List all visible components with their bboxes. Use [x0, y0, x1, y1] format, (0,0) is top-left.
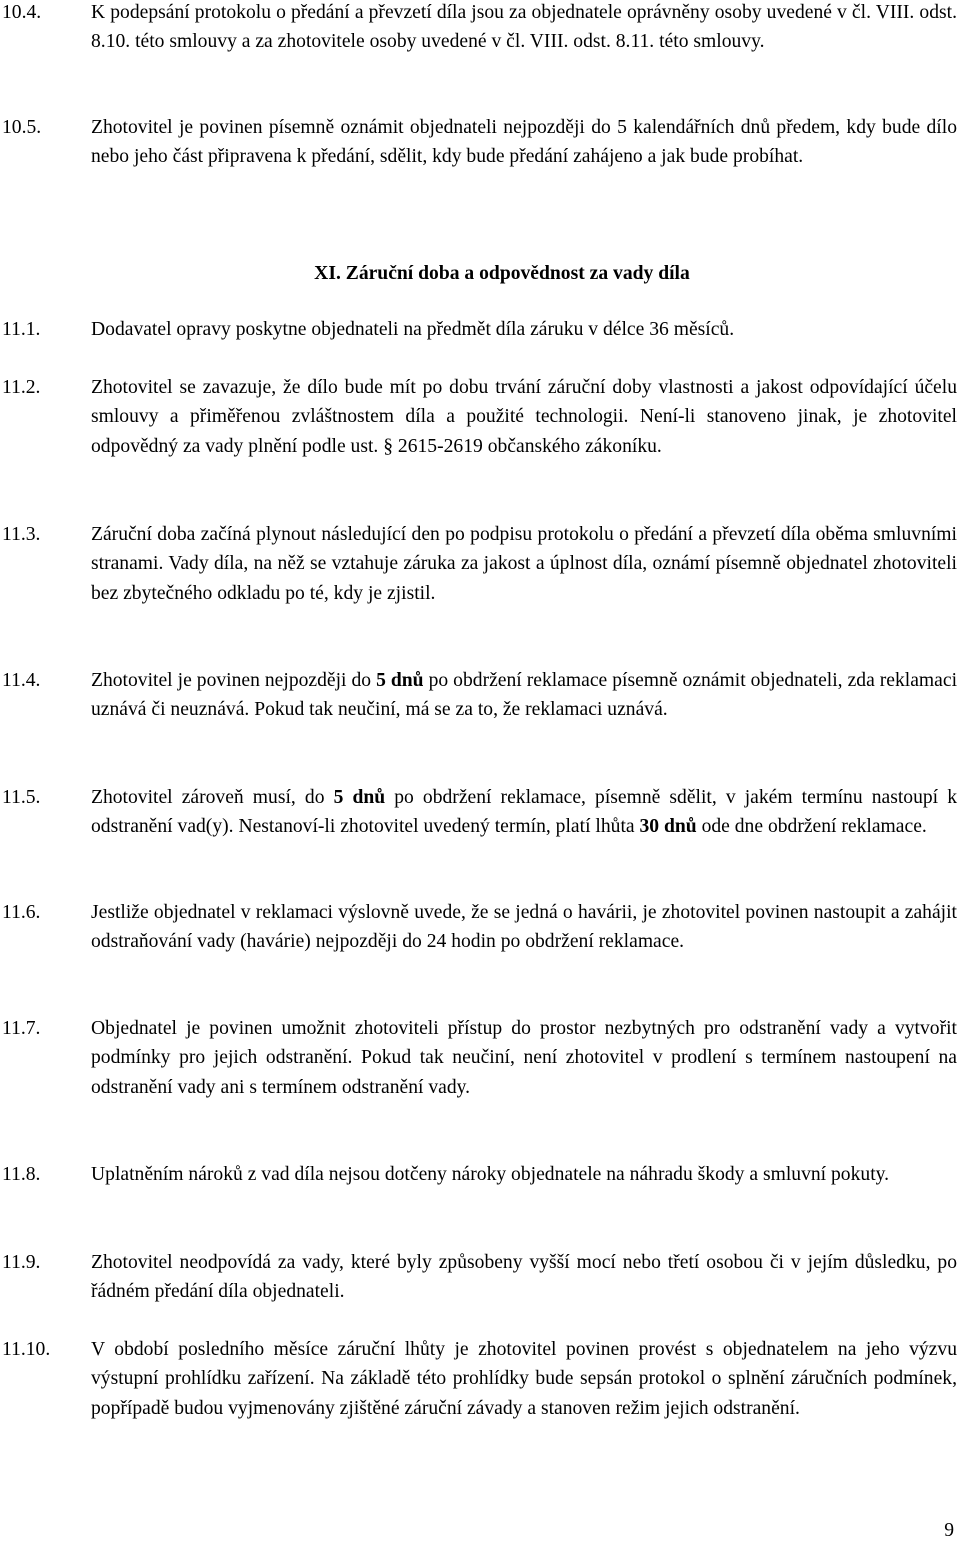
clause-number: 11.5. [2, 787, 41, 808]
clause-number: 11.1. [2, 319, 41, 340]
section-heading: XI. Záruční doba a odpovědnost za vady díla [314, 263, 690, 284]
clause-number: 11.3. [2, 524, 41, 545]
clause-number: 11.10. [2, 1339, 51, 1360]
clause-text: Zhotovitel se zavazuje, že dílo bude mít po dobu trvání záruční doby vlastnosti a jakost odpovídající účelu smlouvy a přiměřenou zvláštnostem díla a použité technologii. Není-li stanoveno jinak, je zhotovitel odpovědný za vady plnění podle ust. § 2615-2619 občanského zákoníku. [91, 377, 957, 457]
clause-text: Zhotovitel zároveň musí, do 5 dnů po obdržení reklamace, písemně sdělit, v jakém termínu nastoupí k odstranění vad(y). Nestanoví-li zhotovitel uvedený termín, platí lhůta 30 dnů ode dne obdržení reklamace. [91, 787, 957, 838]
clause-text: Objednatel je povinen umožnit zhotoviteli přístup do prostor nezbytných pro odstranění vady a vytvořit podmínky pro jejich odstranění. Pokud tak neučiní, není zhotovitel v prodlení s termínem nastoupení na odstranění vady ani s termínem odstranění vady. [91, 1018, 957, 1098]
clause-number: 10.4. [2, 2, 42, 23]
clause-number: 11.8. [2, 1164, 41, 1185]
deadline-emphasis: 5 dnů [333, 787, 386, 808]
clause-text: Dodavatel opravy poskytne objednateli na předmět díla záruku v délce 36 měsíců. [91, 319, 735, 340]
clause-text: Uplatněním nároků z vad díla nejsou dotčeny nároky objednatele na náhradu škody a smluvní pokuty. [91, 1164, 890, 1185]
clause-text: Zhotovitel je povinen nejpozději do 5 dnů po obdržení reklamace písemně oznámit objednateli, zda reklamaci uznává či neuznává. Pokud tak neučiní, má se za to, že reklamaci uznává. [91, 670, 958, 721]
clause-text: Záruční doba začíná plynout následující den po podpisu protokolu o předání a převzetí díla oběma smluvními stranami. Vady díla, na něž se vztahuje záruka za jakost a úplnost díla, oznámí písemně objednatel zhotoviteli bez zbytečného odkladu po té, kdy je zjistil. [91, 524, 957, 604]
clause-text: V období posledního měsíce záruční lhůty je zhotovitel povinen provést s objednatelem na jeho výzvu výstupní prohlídku zařízení. Na základě této prohlídky bude sepsán protokol o splnění záručních podmínek, popřípadě budou vyjmenovány zjištěné záruční závady a stanoven režim jejich odstranění. [91, 1339, 957, 1419]
clause-text: K podepsání protokolu o předání a převzetí díla jsou za objednatele oprávněny osoby uvedené v čl. VIII. odst. 8.10. této smlouvy a za zhotovitele osoby uvedené v čl. VIII. odst. 8.11. této smlouvy. [91, 2, 957, 53]
clause-number: 11.7. [2, 1018, 41, 1039]
clause-number: 10.5. [2, 117, 42, 138]
deadline-emphasis: 5 dnů [376, 670, 424, 691]
clause-number: 11.4. [2, 670, 41, 691]
page-number: 9 [944, 1520, 954, 1541]
clause-text: Zhotovitel je povinen písemně oznámit objednateli nejpozději do 5 kalendářních dnů předem, kdy bude dílo nebo jeho část připravena k předání, sdělit, kdy bude předání zahájeno a jak bude probíhat. [91, 117, 957, 168]
clause-number: 11.6. [2, 902, 41, 923]
clause-text: Zhotovitel neodpovídá za vady, které byly způsobeny vyšší mocí nebo třetí osobou či v jejím důsledku, po řádném předání díla objednateli. [91, 1252, 957, 1303]
deadline-emphasis: 30 dnů [639, 816, 697, 838]
clause-number: 11.2. [2, 377, 41, 398]
clause-number: 11.9. [2, 1252, 41, 1273]
clause-text: Jestliže objednatel v reklamaci výslovně uvede, že se jedná o havárii, je zhotovitel povinen nastoupit a zahájit odstraňování vady (havárie) nejpozději do 24 hodin po obdržení reklamace. [91, 902, 957, 953]
